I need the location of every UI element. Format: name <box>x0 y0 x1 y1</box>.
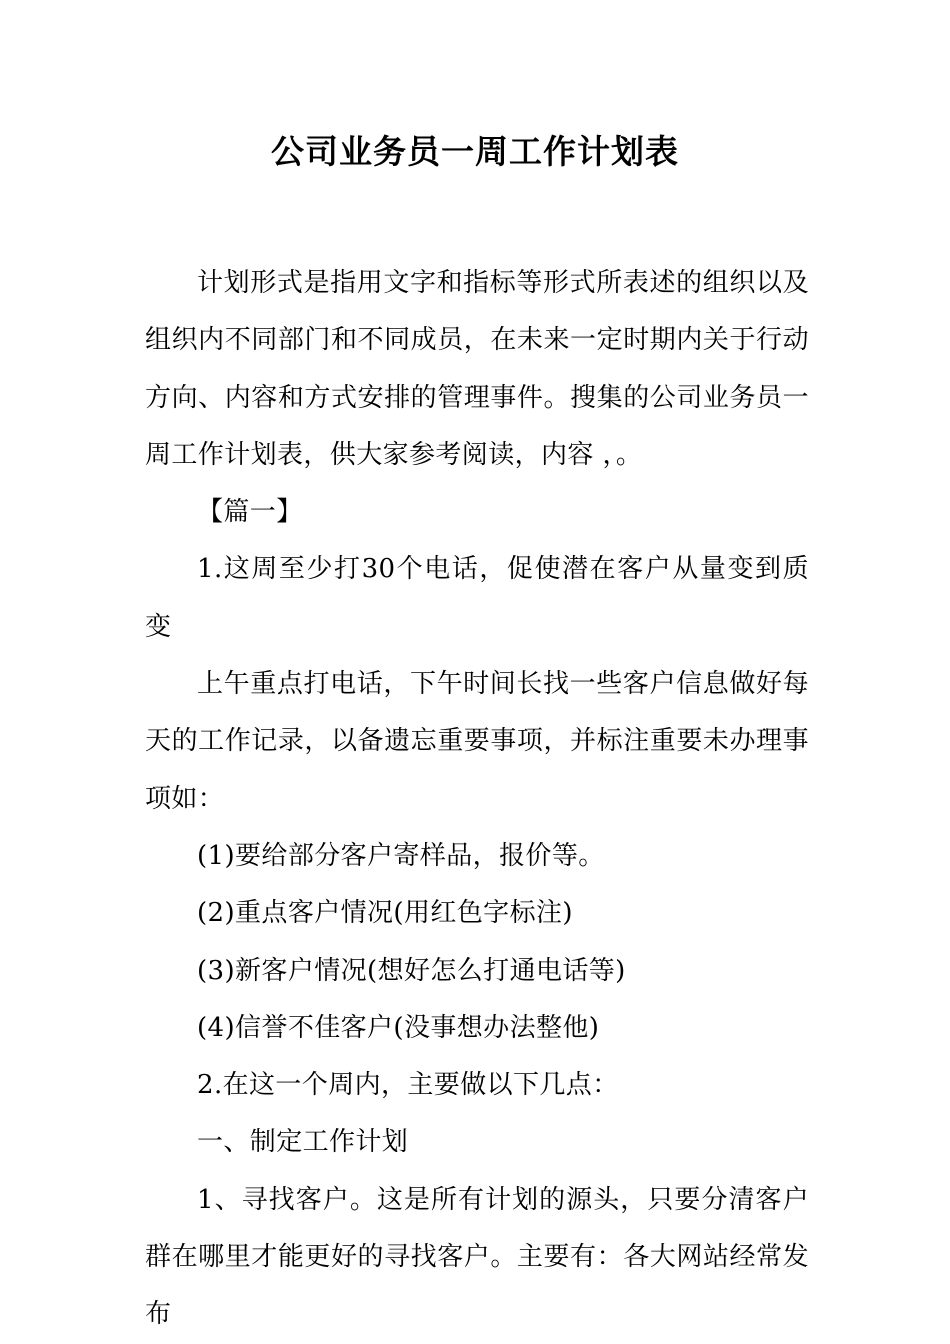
list-item: (3)新客户情况(想好怎么打通电话等) <box>197 955 626 986</box>
paragraph: 上午重点打电话，下午时间长找一些客户信息做好每天的工作记录，以备遗忘重要事项，并标注重要未办理事项如： <box>145 669 809 814</box>
paragraph: 1.这周至少打30个电话，促使潜在客户从量变到质变 <box>145 554 809 642</box>
document-body <box>145 255 809 1344</box>
paragraph: 1、寻找客户。这是所有计划的源头，只要分清客户群在哪里才能更好的寻找客户。主要有：各大网站经常发布 <box>145 1184 809 1330</box>
subsection-heading: 一、制定工作计划 <box>197 1127 409 1158</box>
list-item: (2)重点客户情况(用红色字标注) <box>197 898 573 929</box>
document-title: 公司业务员一周工作计划表 <box>271 132 679 171</box>
list-item: (4)信誉不佳客户(没事想办法整他) <box>197 1012 600 1043</box>
list-item: (1)要给部分客户寄样品，报价等。 <box>197 840 605 871</box>
section-heading: 【篇一】 <box>197 497 303 528</box>
paragraph: 2.在这一个周内，主要做以下几点： <box>197 1070 619 1101</box>
intro-paragraph: 计划形式是指用文字和指标等形式所表述的组织以及组织内不同部门和不同成员，在未来一定时期内关于行动方向、内容和方式安排的管理事件。搜集的公司业务员一周工作计划表，供大家参考阅读，内容 ，。 <box>145 268 809 470</box>
